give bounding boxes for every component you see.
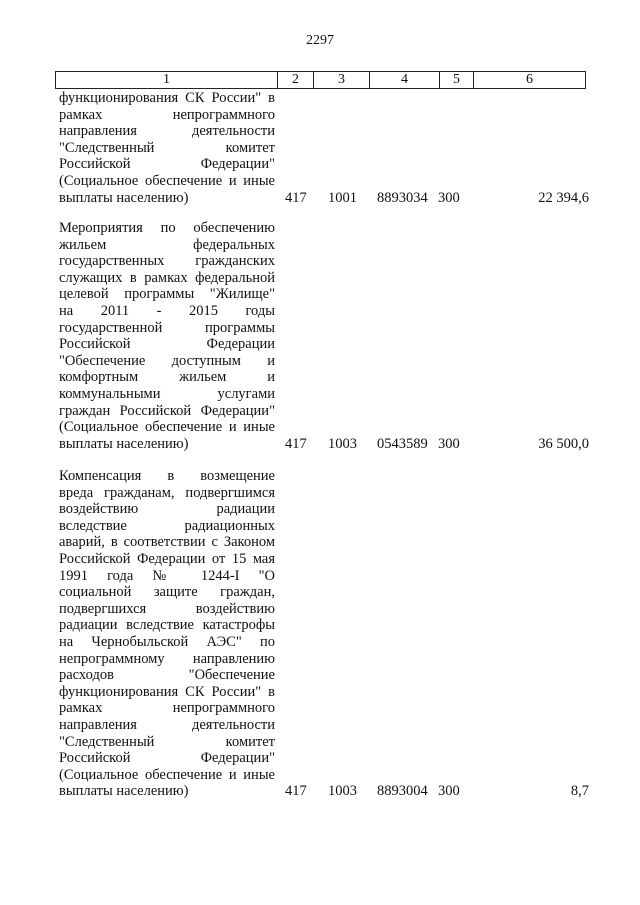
- cell-c5: 300: [438, 783, 460, 800]
- description-line: направления деятельности: [59, 123, 275, 140]
- description-line: радиации вследствие катастрофы: [59, 617, 275, 634]
- row-description: [59, 468, 275, 800]
- description-line: государственной программы: [59, 319, 275, 336]
- description-line: (Социальное обеспечение и иные: [59, 172, 275, 189]
- description-line: направления деятельности: [59, 716, 275, 733]
- description-line: Компенсация в возмещение: [59, 468, 275, 484]
- cell-c6: 36 500,0: [538, 435, 589, 452]
- description-line: аварий, в соответствии с Законом: [59, 534, 275, 551]
- column-header-1: 1: [56, 72, 278, 88]
- cell-c6: 8,7: [570, 783, 589, 800]
- description-line: Российской Федерации": [59, 750, 275, 767]
- column-header-6: 6: [526, 72, 533, 87]
- cell-c3: 1001: [328, 189, 357, 206]
- description-line: служащих в рамках федеральной: [59, 269, 275, 286]
- cell-c2: 417: [285, 189, 307, 206]
- description-line: комфортным жильем и: [59, 369, 275, 386]
- cell-c4: 8893004: [377, 783, 428, 800]
- table-header: [55, 71, 586, 89]
- cell-c2: 417: [285, 435, 307, 452]
- cell-c3: 1003: [328, 783, 357, 800]
- description-line: вследствие радиационных: [59, 517, 275, 534]
- description-line: выплаты населению): [59, 189, 189, 206]
- description-line: целевой программы "Жилище": [59, 286, 275, 303]
- description-line: (Социальное обеспечение и иные: [59, 766, 275, 783]
- description-line: на Чернобыльской АЭС" по: [59, 633, 275, 650]
- description-line: непрограммному направлению: [59, 650, 275, 667]
- description-line: (Социальное обеспечение и иные: [59, 419, 275, 436]
- cell-c2: 417: [285, 783, 307, 800]
- page-number: 2297: [306, 33, 334, 48]
- cell-c5: 300: [438, 435, 460, 452]
- description-line: на 2011 - 2015 годы: [59, 302, 275, 319]
- column-header-2: 2: [278, 72, 314, 88]
- description-line: рамках непрограммного: [59, 700, 275, 717]
- row-description: [59, 90, 275, 206]
- description-line: подвергшихся воздействию: [59, 600, 275, 617]
- column-header-4: 4: [370, 72, 440, 88]
- description-line: жильем федеральных: [59, 236, 275, 253]
- column-header-3: 3: [314, 72, 370, 88]
- description-line: выплаты населению): [59, 435, 189, 452]
- description-line: расходов "Обеспечение: [59, 667, 275, 684]
- description-line: граждан Российской Федерации": [59, 402, 275, 419]
- description-line: Российской Федерации: [59, 336, 275, 353]
- description-line: 1991 года № 1244-I "О: [59, 567, 275, 584]
- cell-c4: 0543589: [377, 435, 428, 452]
- column-header-5: 5: [440, 72, 474, 88]
- row-description: [59, 220, 275, 452]
- cell-c3: 1003: [328, 435, 357, 452]
- description-line: рамках непрограммного: [59, 106, 275, 123]
- cell-c5: 300: [438, 189, 460, 206]
- description-line: Мероприятия по обеспечению: [59, 220, 275, 236]
- description-line: воздействию радиации: [59, 501, 275, 518]
- description-line: коммунальными услугами: [59, 385, 275, 402]
- description-line: социальной защите граждан,: [59, 584, 275, 601]
- description-line: Российской Федерации от 15 мая: [59, 550, 275, 567]
- description-line: функционирования СК России" в: [59, 90, 275, 106]
- cell-c6: 22 394,6: [538, 189, 589, 206]
- description-line: функционирования СК России" в: [59, 683, 275, 700]
- description-line: "Обеспечение доступным и: [59, 352, 275, 369]
- cell-c4: 8893034: [377, 189, 428, 206]
- description-line: "Следственный комитет: [59, 139, 275, 156]
- description-line: выплаты населению): [59, 783, 189, 800]
- description-line: государственных гражданских: [59, 253, 275, 270]
- description-line: Российской Федерации": [59, 156, 275, 173]
- description-line: вреда гражданам, подвергшимся: [59, 484, 275, 501]
- description-line: "Следственный комитет: [59, 733, 275, 750]
